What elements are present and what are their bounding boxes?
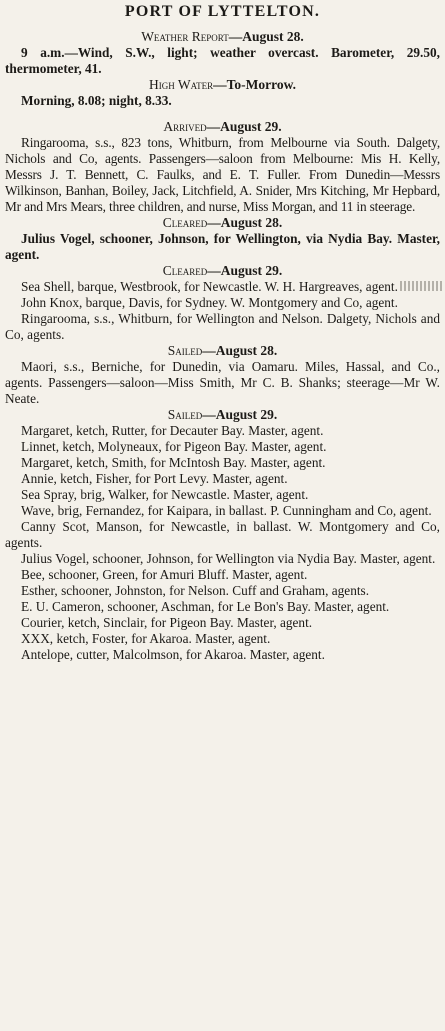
arrived-heading: [5, 119, 440, 135]
sailed-aug28-entry: Maori, s.s., Berniche, for Dunedin, via Oamaru. Miles, Hassal, and Co., agents. Passengers—saloon—Miss Smith, Mr C. B. Shanks; steerage—Mr W. Neate.: [5, 359, 440, 406]
weather-report-heading: [5, 29, 440, 45]
sailed-entry-1: Margaret, ketch, Rutter, for Decauter Bay. Master, agent.: [21, 423, 324, 438]
cleared-aug28-heading: [5, 215, 440, 231]
sailed-aug28-label: Sailed: [167, 343, 203, 358]
high-water-text: Morning, 8.08; night, 8.33.: [21, 93, 172, 108]
cleared-aug29-label: Cleared: [162, 263, 208, 278]
high-water-label: High Water: [149, 77, 214, 92]
sailed-entry-12: Courier, ketch, Sinclair, for Pigeon Bay. Master, agent.: [21, 615, 313, 630]
cleared-aug29-date: —August 29.: [207, 263, 283, 278]
cleared-aug28-date: —August 28.: [207, 215, 283, 230]
sailed-entry-11: E. U. Cameron, schooner, Aschman, for Le Bon's Bay. Master, agent.: [21, 599, 390, 614]
sailed-entry-9: Bee, schooner, Green, for Amuri Bluff. Master, agent.: [21, 567, 308, 582]
sailed-aug29-date: —August 29.: [202, 407, 278, 422]
arrived-entry: Ringarooma, s.s., 823 tons, Whitburn, from Melbourne via South. Dalgety, Nichols and Co, agents. Passengers—saloon from Melbourne: Mis H. Kelly, Messrs J. T. Bennett, C. Faulks, and E. T. Fuller. From Dunedin—Messrs Wilkinson, Banhan, Boiley, Jack, Litchfield, A. Snider, Mrs Kitching, Mr Hepbard, Mr and Mrs Mears, three children, and nurse, Miss Morgan, and 11 in steerage.: [5, 135, 440, 214]
high-water-heading: [5, 77, 440, 93]
cleared-aug28-label: Cleared: [162, 215, 208, 230]
weather-report-date: —August 28.: [228, 29, 304, 44]
sailed-entry-8: Julius Vogel, schooner, Johnson, for Wellington via Nydia Bay. Master, agent.: [21, 551, 436, 566]
sailed-entry-5: Sea Spray, brig, Walker, for Newcastle. Master, agent.: [21, 487, 309, 502]
cleared-aug29-entry-2: John Knox, barque, Davis, for Sydney. W. Montgomery and Co, agent.: [21, 295, 398, 310]
sailed-entry-10: Esther, schooner, Johnston, for Nelson. Cuff and Graham, agents.: [21, 583, 370, 598]
arrived-date: —August 29.: [206, 119, 282, 134]
sailed-entry-14: Antelope, cutter, Malcolmson, for Akaroa. Master, agent.: [21, 647, 325, 662]
sailed-aug29-label: Sailed: [167, 407, 203, 422]
sailed-entry-4: Annie, ketch, Fisher, for Port Levy. Master, agent.: [21, 471, 288, 486]
sailed-entry-2: Linnet, ketch, Molyneaux, for Pigeon Bay. Master, agent.: [21, 439, 327, 454]
cleared-aug28-entry: Julius Vogel, schooner, Johnson, for Wellington, via Nydia Bay. Master, agent.: [5, 231, 440, 262]
cleared-aug29-heading: [5, 263, 440, 279]
sailed-entry-3: Margaret, ketch, Smith, for McIntosh Bay. Master, agent.: [21, 455, 326, 470]
weather-report-label: Weather Report: [141, 29, 229, 44]
page-title: PORT OF LYTTELTON.: [124, 3, 321, 20]
print-smudge: [400, 281, 442, 291]
sailed-aug29-heading: [5, 407, 440, 423]
cleared-aug29-entry-3: Ringarooma, s.s., Whitburn, for Wellington and Nelson. Dalgety, Nichols and Co, agents.: [5, 311, 440, 342]
cleared-aug29-entry-1: Sea Shell, barque, Westbrook, for Newcastle. W. H. Hargreaves, agent.: [21, 279, 398, 294]
sailed-entry-7: Canny Scot, Manson, for Newcastle, in ballast. W. Montgomery and Co, agents.: [5, 519, 440, 550]
sailed-entry-13: XXX, ketch, Foster, for Akaroa. Master, agent.: [21, 631, 271, 646]
high-water-date: —To-Morrow.: [213, 77, 296, 92]
sailed-aug28-date: —August 28.: [202, 343, 278, 358]
sailed-aug28-heading: [5, 343, 440, 359]
sailed-entry-6: Wave, brig, Fernandez, for Kaipara, in ballast. P. Cunningham and Co, agent.: [21, 503, 432, 518]
arrived-label: Arrived: [163, 119, 207, 134]
weather-report-text: 9 a.m.—Wind, S.W., light; weather overcast. Barometer, 29.50, thermometer, 41.: [5, 45, 440, 76]
